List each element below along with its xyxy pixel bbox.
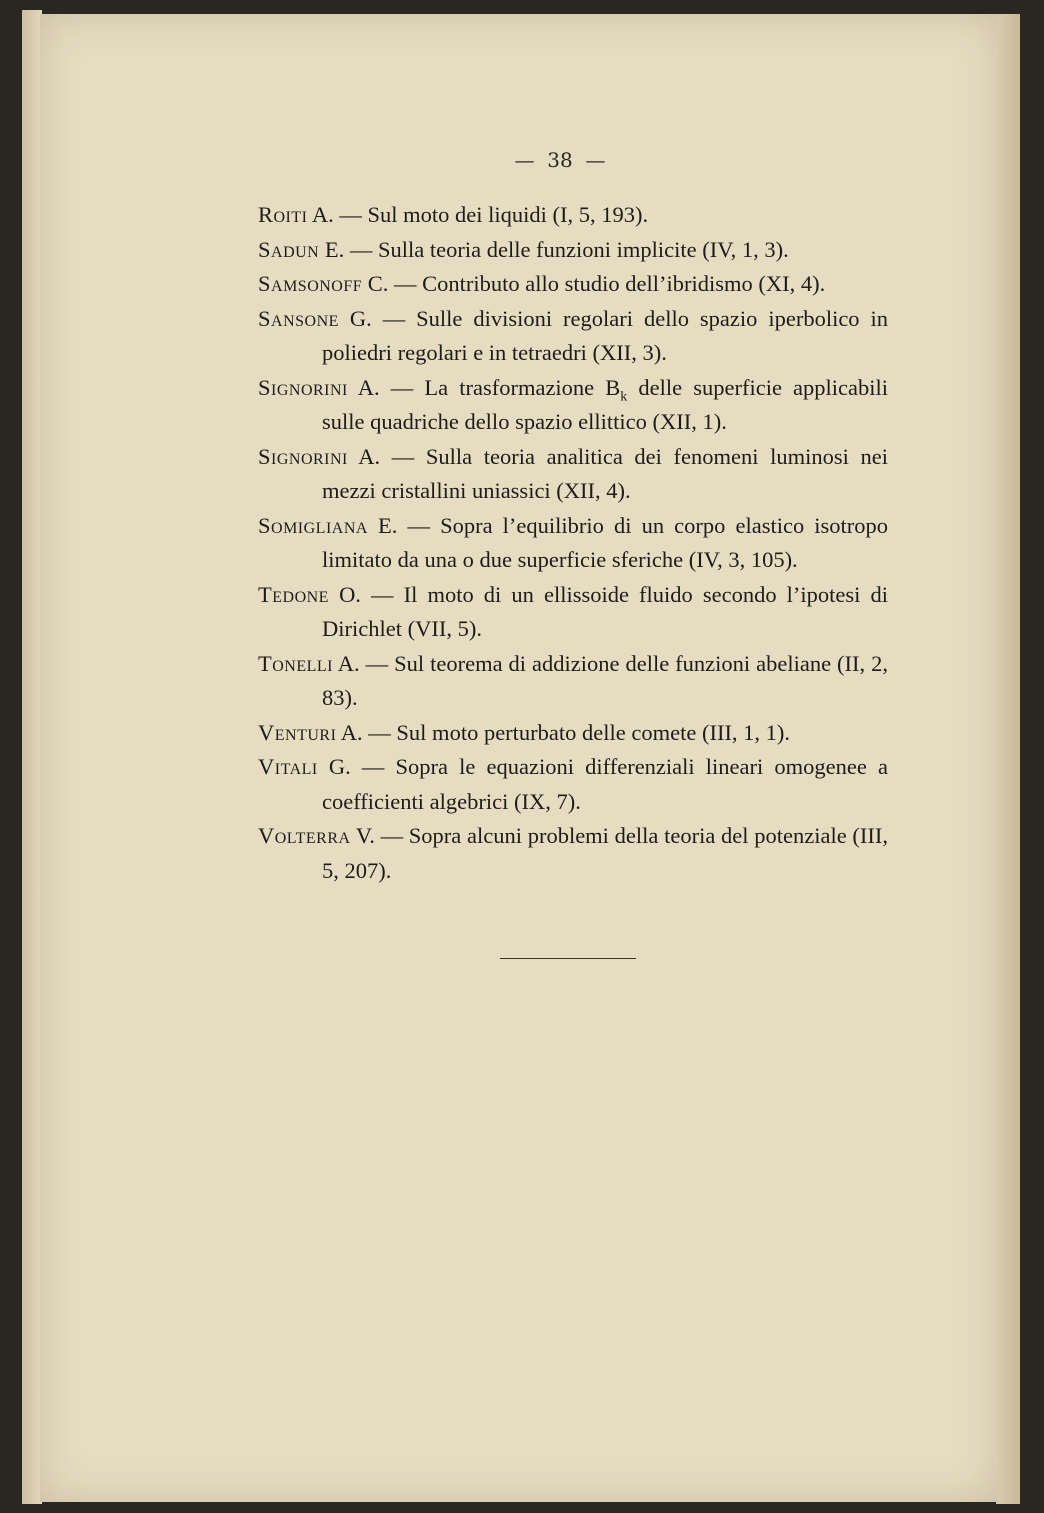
list-item: Venturi A. — Sul moto perturbato delle comete (III, 1, 1). xyxy=(258,719,791,745)
author-name: Venturi xyxy=(258,719,337,745)
author-name: Volterra xyxy=(258,823,351,848)
list-item: Volterra V. — Sopra alcuni problemi della teoria del potenziale (III, 5, 207). xyxy=(258,823,888,883)
list-item: Tedone O. — Il moto di un ellissoide fluido secondo l’ipotesi di Dirichlet (VII, 5). xyxy=(258,581,889,641)
author-name: Signorini xyxy=(258,443,348,469)
list-item: Tonelli A. — Sul teorema di addizione delle funzioni abeliane (II, 2, 83). xyxy=(258,650,889,710)
page-edge-right xyxy=(996,14,1020,1504)
entry-title: Sulle divisioni regolari dello spazio iperbolico in poliedri regolari e in tetraedri (XII, 3). xyxy=(322,305,889,365)
author-name: Samsonoff xyxy=(258,271,363,296)
list-item: Signorini A. — Sulla teoria analitica dei fenomeni luminosi nei mezzi cristallini uniassici (XII, 4). xyxy=(258,443,889,503)
list-item: Signorini A. — La trasformazione $B_k$ delle superficie applicabili sulle quadriche dello spazio ellittico (XII, 1). xyxy=(258,374,889,434)
closing-rule xyxy=(500,958,636,959)
entry-title: Sul moto dei liquidi (I, 5, 193). xyxy=(367,202,649,227)
entry-title: Sul moto perturbato delle comete (III, 1, 1). xyxy=(396,719,791,745)
author-name: Tonelli xyxy=(258,650,334,676)
page-number: — 38 — xyxy=(514,148,606,172)
entry-title: Contributo allo studio dell’ibridismo (XI, 4). xyxy=(422,271,826,296)
author-name: Sadun xyxy=(258,236,320,262)
list-item: Samsonoff C. — Contributo allo studio dell’ibridismo (XI, 4). xyxy=(258,271,826,296)
author-name: Sansone xyxy=(258,305,339,331)
entry-title: Sulla teoria delle funzioni implicite (IV, 1, 3). xyxy=(377,236,789,262)
page-edge-left xyxy=(22,10,42,1504)
author-name: Signorini xyxy=(258,374,348,400)
entry-title: Sulla teoria analitica dei fenomeni luminosi nei mezzi cristallini uniassici (XII, 4). xyxy=(322,443,889,503)
entry-title: Sul teorema di addizione delle funzioni abeliane (II, 2, 83). xyxy=(322,650,889,710)
bibliography-list xyxy=(258,198,888,888)
entry-title: Sopra l’equilibrio di un corpo elastico isotropo limitato da una o due superficie sferiche (IV, 3, 105). xyxy=(322,512,889,572)
list-item: Vitali G. — Sopra le equazioni differenziali lineari omogenee a coefficienti algebrici (IX, 7). xyxy=(258,754,888,814)
author-name: Roiti xyxy=(258,202,308,227)
entry-title: Sopra le equazioni differenziali lineari omogenee a coefficienti algebrici (IX, 7). xyxy=(322,754,888,814)
entry-title: Sopra alcuni problemi della teoria del potenziale (III, 5, 207). xyxy=(322,823,888,883)
author-name: Somigliana xyxy=(258,512,368,538)
entry-title: La trasformazione $B_k$ delle superficie applicabili sulle quadriche dello spazio ellittico (XII, 1). xyxy=(322,374,889,434)
list-item: Roiti A. — Sul moto dei liquidi (I, 5, 193). xyxy=(258,202,649,227)
list-item: Somigliana E. — Sopra l’equilibrio di un corpo elastico isotropo limitato da una o due superficie sferiche (IV, 3, 105). xyxy=(258,512,889,572)
author-name: Vitali xyxy=(258,754,318,779)
page-number-value: 38 xyxy=(547,148,573,172)
list-item: Sansone G. — Sulle divisioni regolari dello spazio iperbolico in poliedri regolari e in tetraedri (XII, 3). xyxy=(258,305,889,365)
entry-title: Il moto di un ellissoide fluido secondo l’ipotesi di Dirichlet (VII, 5). xyxy=(322,581,889,641)
list-item: Sadun E. — Sulla teoria delle funzioni implicite (IV, 1, 3). xyxy=(258,236,789,262)
author-name: Tedone xyxy=(258,581,329,607)
